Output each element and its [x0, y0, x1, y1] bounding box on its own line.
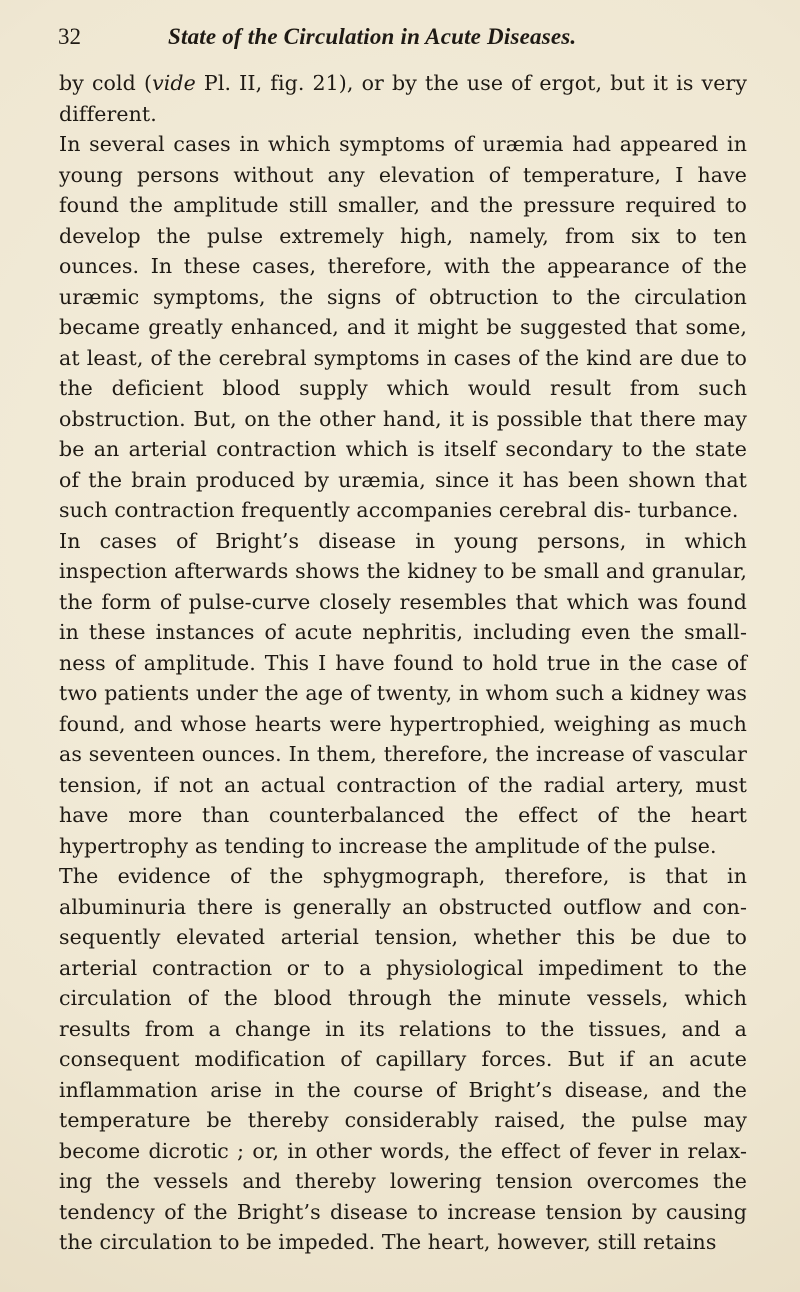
paragraph-1-italic-vide: vide	[152, 71, 196, 95]
paragraph-1-before-italic: by cold (	[59, 71, 153, 95]
paragraph-4: The evidence of the sphygmograph, therefore, is that in albuminuria there is generally an obstructed outflow and con- sequently elevated arterial tension, whether this be due to arterial contraction or to a physiological impediment to the circulation of the blood through the minute vessels, which results from a change in its relations to the tissues, and a consequent modification of capillary forces. But if an acute inflammation arise in the course of Bright’s disease, and the temperature be thereby considerably raised, the pulse may become dicrotic ; or, in other words, the effect of fever in relax- ing the vessels and thereby lowering tension overcomes the tendency of the Bright’s disease to increase tension by causing the circulation to be impeded. The heart, however, still retains	[59, 864, 747, 1254]
paragraph-1-after-italic: Pl. II, fig. 21), or by the use of ergot, but it is very different.	[59, 71, 748, 126]
page-header	[58, 22, 748, 52]
paragraph-2: In several cases in which symptoms of uræmia had appeared in young persons without any elevation of temperature, I have found the amplitude still smaller, and the pressure required to develop the pulse extremely high, namely, from six to ten ounces. In these cases, therefore, with the appearance of the uræmic symptoms, the signs of obtruction to the circulation became greatly enhanced, and it might be suggested that some, at least, of the cerebral symptoms in cases of the kind are due to the deficient blood supply which would result from such obstruction. But, on the other hand, it is possible that there may be an arterial contraction which is itself secondary to the state of the brain produced by uræmia, since it has been shown that such contraction frequently accompanies cerebral dis- turbance.	[59, 132, 747, 522]
running-title: State of the Circulation in Acute Diseases.	[168, 24, 577, 49]
page-number: 32	[58, 24, 81, 49]
paragraph-3: In cases of Bright’s disease in young persons, in which inspection afterwards shows the kidney to be small and granular, the form of pulse-curve closely resembles that which was found in these instances of acute nephritis, including even the small- ness of amplitude. This I have found to hold true in the case of two patients under the age of twenty, in whom such a kidney was found, and whose hearts were hypertrophied, weighing as much as seventeen ounces. In them, therefore, the increase of vascular tension, if not an actual contraction of the radial artery, must have more than counterbalanced the effect of the heart hypertrophy as tending to increase the amplitude of the pulse.	[59, 528, 747, 858]
body-text	[59, 68, 747, 1258]
paragraph-1	[59, 68, 747, 129]
